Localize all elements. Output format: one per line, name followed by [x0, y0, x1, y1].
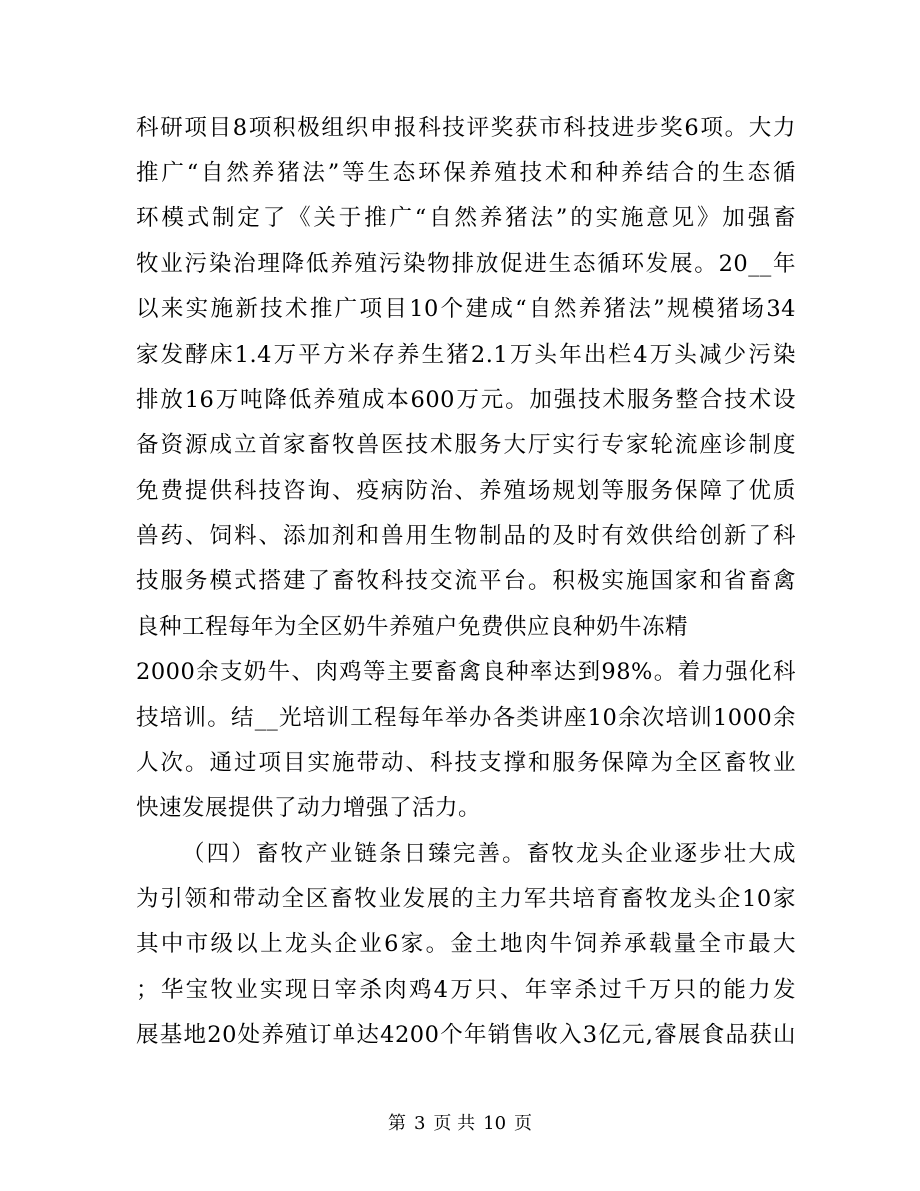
text-line: 环模式制定了《关于推广“自然养猪法”的实施意见》加强畜 — [136, 205, 796, 231]
text-line: 技服务模式搭建了畜牧科技交流平台。积极实施国家和省畜禽 — [136, 568, 796, 594]
total-pages-number: 10 — [483, 1113, 507, 1134]
text-line: 兽药、饲料、添加剂和兽用生物制品的及时有效供给创新了科 — [136, 523, 796, 549]
footer-middle: 页 共 — [433, 1113, 476, 1134]
section-heading-line: （四）畜牧产业链条日臻完善。畜牧龙头企业逐步壮大成 — [182, 841, 796, 867]
text-line: 人次。通过项目实施带动、科技支撑和服务保障为全区畜牧业 — [136, 750, 796, 776]
text-line: 家发酵床1.4万平方米存养生猪2.1万头年出栏4万头减少污染 — [136, 342, 796, 368]
text-line: 牧业污染治理降低养殖污染物排放促进生态循环发展。20__年 — [136, 251, 796, 277]
text-line: 免费提供科技咨询、疫病防治、养殖场规划等服务保障了优质 — [136, 478, 796, 504]
page-footer — [0, 1112, 920, 1136]
text-line: 其中市级以上龙头企业6家。金土地肉牛饲养承载量全市最大 — [136, 931, 796, 957]
text-line: 展基地20处养殖订单达4200个年销售收入3亿元,睿展食品获山 — [136, 1022, 796, 1048]
text-line: 推广“自然养猪法”等生态环保养殖技术和种养结合的生态循 — [136, 160, 796, 186]
text-line: 良种工程每年为全区奶牛养殖户免费供应良种奶牛冻精 — [136, 614, 689, 640]
text-line: ；华宝牧业实现日宰杀肉鸡4万只、年宰杀过千万只的能力发 — [136, 977, 796, 1003]
footer-prefix: 第 — [387, 1113, 406, 1134]
text-line: 以来实施新技术推广项目10个建成“自然养猪法”规模猪场34 — [136, 296, 796, 322]
text-line: 科研项目8项积极组织申报科技评奖获市科技进步奖6项。大力 — [136, 115, 796, 141]
text-line: 技培训。结__光培训工程每年举办各类讲座10余次培训1000余 — [136, 705, 796, 731]
text-line: 2000余支奶牛、肉鸡等主要畜禽良种率达到98%。着力强化科 — [136, 659, 796, 685]
paragraph-end-line: 快速发展提供了动力增强了活力。 — [136, 795, 482, 821]
text-line: 排放16万吨降低养殖成本600万元。加强技术服务整合技术设 — [136, 387, 796, 413]
text-line: 为引领和带动全区畜牧业发展的主力军共培育畜牧龙头企10家 — [136, 886, 796, 912]
text-line: 备资源成立首家畜牧兽医技术服务大厅实行专家轮流座诊制度 — [136, 432, 796, 458]
footer-suffix: 页 — [514, 1113, 533, 1134]
current-page-number: 3 — [413, 1113, 426, 1134]
